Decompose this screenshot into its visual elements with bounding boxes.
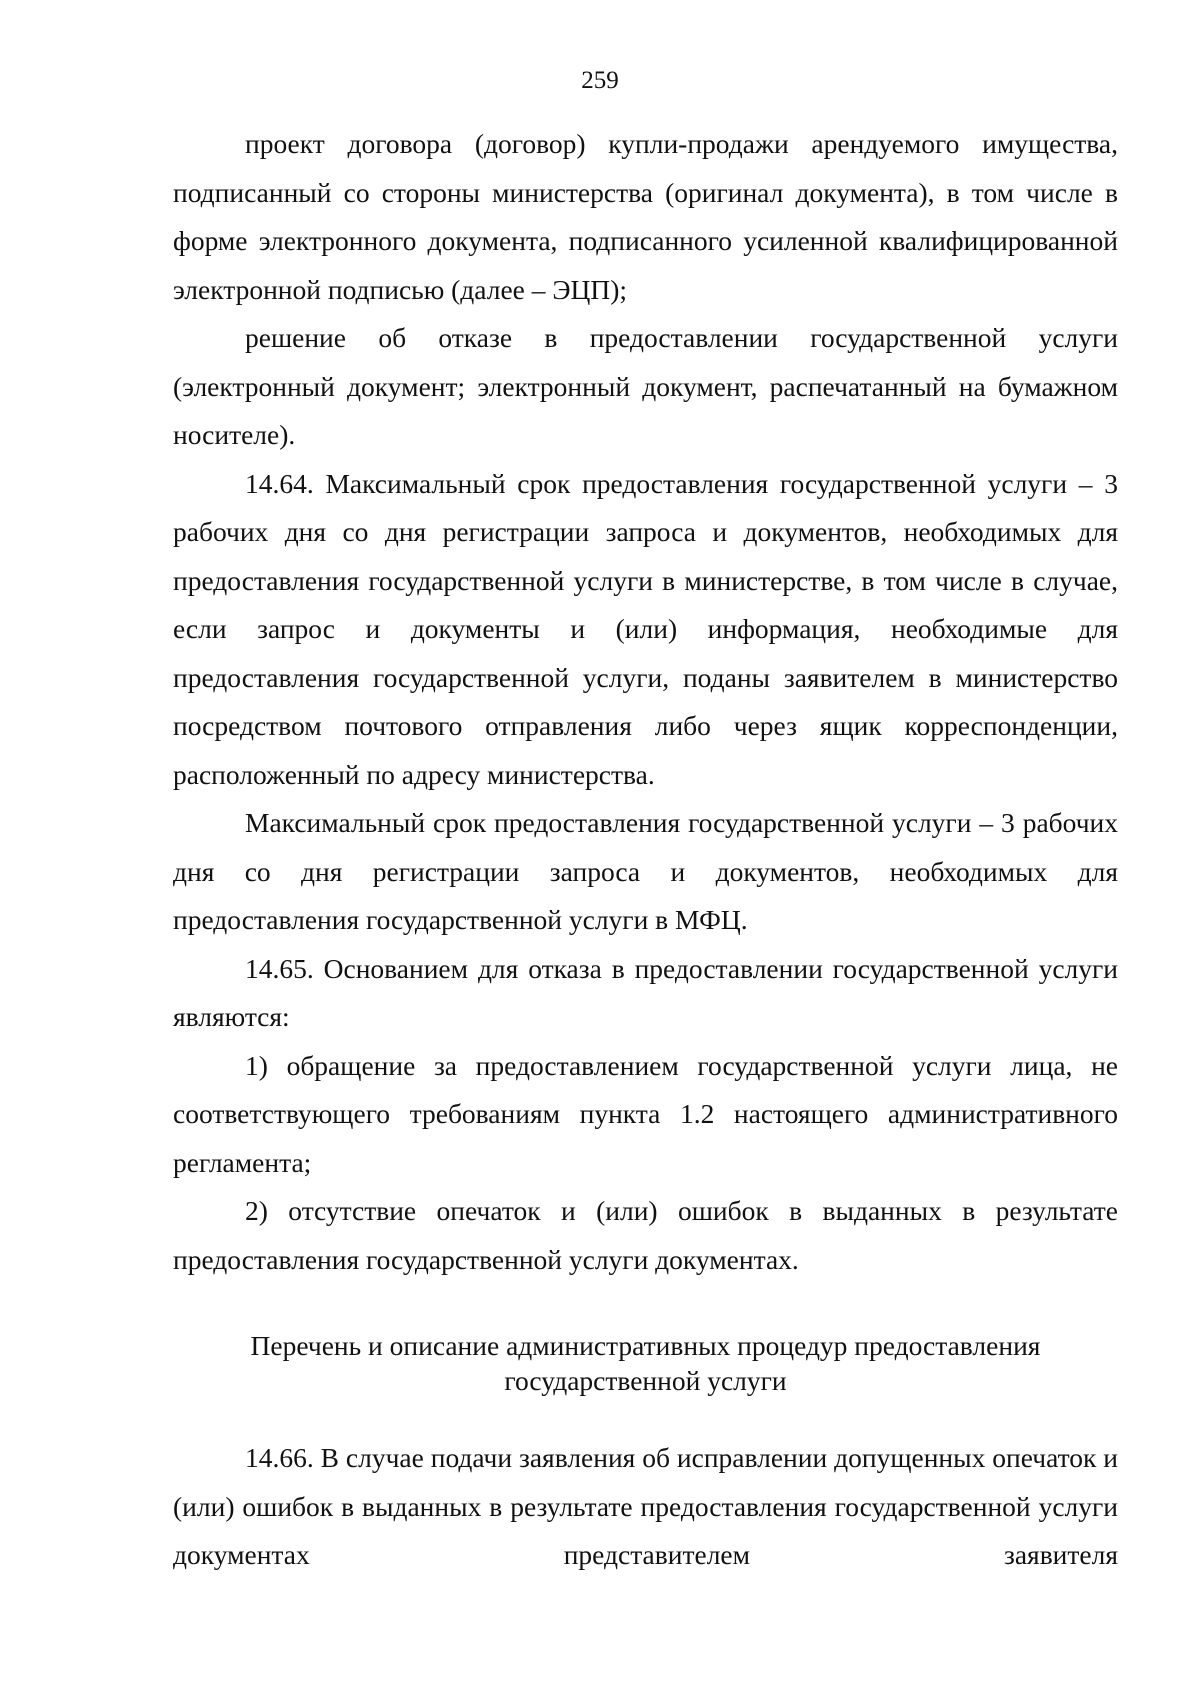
- section-heading: [173, 1328, 1118, 1398]
- paragraph-contract-draft: проект договора (договор) купли-продажи арендуемого имущества, подписанный со стороны министерства (оригинал документа), в том числе в форме электронного документа, подписанного усиленной квалифицированной электронной подписью (далее – ЭЦП);: [173, 128, 1118, 305]
- document-body: [173, 120, 1118, 1580]
- page-number: 259: [581, 67, 619, 94]
- paragraph-14-66: 14.66. В случае подачи заявления об исправлении допущенных опечаток и (или) ошибок в выданных в результате предоставления государственной услуги документах представителем заявителя: [173, 1442, 1118, 1570]
- section-heading-line-1: Перечень и описание административных процедур предоставления: [250, 1330, 1041, 1361]
- list-item-refusal-reason-1: 1) обращение за предоставлением государственной услуги лица, не соответствующего требованиям пункта 1.2 настоящего административного регламента;: [173, 1049, 1118, 1178]
- section-heading-line-2: государственной услуги: [504, 1365, 787, 1396]
- paragraph-refusal-decision: решение об отказе в предоставлении государственной услуги (электронный документ; электронный документ, распечатанный на бумажном носителе).: [173, 322, 1118, 450]
- paragraph-14-64: 14.64. Максимальный срок предоставления государственной услуги – 3 рабочих дня со дня регистрации запроса и документов, необходимых для предоставления государственной услуги в министерстве, в том числе в случае, если запрос и документы и (или) информация, необходимые для предоставления государственной услуги, поданы заявителем в министерство посредством почтового отправления либо через ящик корреспонденции, расположенный по адресу министерства.: [173, 467, 1118, 790]
- list-item-refusal-reason-2: 2) отсутствие опечаток и (или) ошибок в выданных в результате предоставления государственной услуги документах.: [173, 1195, 1118, 1275]
- paragraph-max-term-mfc: Максимальный срок предоставления государственной услуги – 3 рабочих дня со дня регистрации запроса и документов, необходимых для предоставления государственной услуги в МФЦ.: [173, 807, 1118, 935]
- paragraph-14-65: 14.65. Основанием для отказа в предоставлении государственной услуги являются:: [173, 952, 1118, 1032]
